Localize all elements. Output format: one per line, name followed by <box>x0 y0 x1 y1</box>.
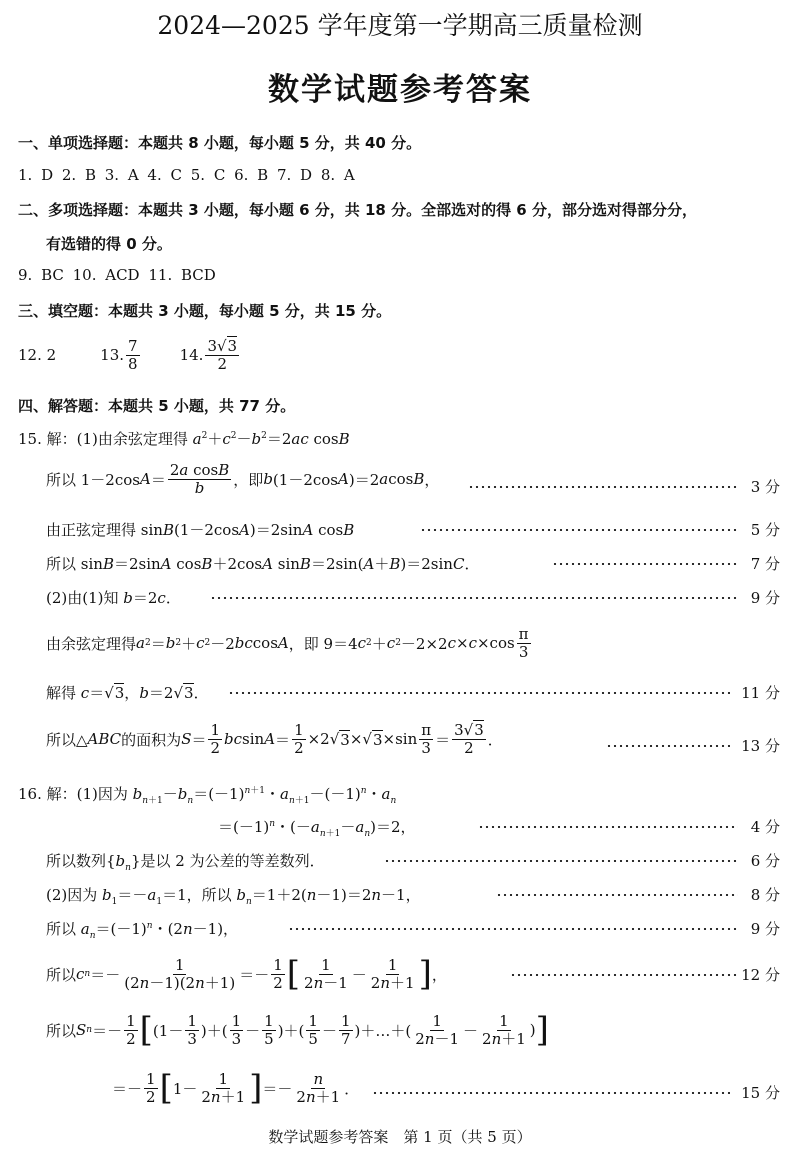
p16-line5: 所以 $a_n=(-1)^n$・(2n－1)， <box>46 920 239 941</box>
score-p16-6: 6 分 <box>750 852 780 870</box>
p16-line6: 所以 c n ＝－ $\frac{1}{(2n-1)(2n+1)}$ ＝－ $\frac{1}{2}$ [ $\frac{1}{2n-1}$ － $\frac{1}{2n+1}$ ] ， <box>46 954 447 994</box>
answer-14-label: 14. <box>179 346 204 364</box>
score-p16-8: 8 分 <box>750 886 780 904</box>
section-3-heading: 三、填空题：本题共 3 小题，每小题 5 分，共 15 分。 <box>18 302 392 320</box>
score-p15-7: 7 分 <box>750 555 780 573</box>
score-p16-15: 15 分 <box>741 1084 780 1102</box>
section-4-heading: 四、解答题：本题共 5 小题，共 77 分。 <box>18 397 296 415</box>
section-1-heading: 一、单项选择题：本题共 8 小题，每小题 5 分，共 40 分。 <box>18 134 422 152</box>
p16-line3: 所以数列$\{b_n\}$是以 2 为公差的等差数列． <box>46 852 325 873</box>
score-p16-12: 12 分 <box>741 966 780 984</box>
answer-14-fraction: $\frac{3√3}{2}$ <box>207 337 238 373</box>
score-p15-9: 9 分 <box>750 589 780 607</box>
p16-line4: (2)因为 $b_1=-a_1=1$，所以 $b_n=1+2(n-1)=2n-1$， <box>46 886 421 907</box>
page-title: 数学试题参考答案 <box>268 72 532 108</box>
score-p16-4: 4 分 <box>750 818 780 836</box>
p15-line1: 15. 解：(1)由余弦定理得 $a^2+c^2-b^2=2ac$ cosB <box>18 430 350 448</box>
p15-line5: (2)由(1)知 b＝2c． <box>46 589 181 607</box>
answer-13-fraction: $\frac{7}{8}$ <box>128 337 138 373</box>
exam-header: 2024—2025 学年度第一学期高三质量检测 <box>157 11 643 40</box>
section-2-answers: 9. BC 10. ACD 11. BCD <box>18 266 216 284</box>
page-footer: 数学试题参考答案 第 1 页（共 5 页） <box>268 1128 532 1146</box>
p16-line2: $=(-1)^n$・$(-a_{n+1}-a_n)=2$， <box>218 818 416 839</box>
score-p15-3: 3 分 <box>750 478 780 496</box>
p16-line7: 所以 S n ＝－ $\frac{1}{2}$ [ (1－ $\frac{1}{3}$ )＋( $\frac{1}{3}$ － $\frac{1}{5}$ )＋( $\frac{1}{5}$ － $\frac{1}{7}$ )＋…＋( $\frac{1}{2n-1}$ － $\frac{1}{2n+1}$ ) ] <box>46 1010 549 1050</box>
section-2-heading: 二、多项选择题：本题共 3 小题，每小题 6 分，共 18 分。全部选对的得 6 分，部分选对得部分分， <box>18 201 697 219</box>
answer-13-label: 13. <box>100 346 125 364</box>
answer-12: 12. 2 <box>18 346 57 364</box>
section-3-answers <box>18 338 241 372</box>
section-2-heading-cont: 有选错的得 0 分。 <box>46 235 172 253</box>
score-p15-5: 5 分 <box>750 521 780 539</box>
score-p15-13: 13 分 <box>741 737 780 755</box>
p15-line3: 由正弦定理得 sinB(1－2cosA)＝2sinA cosB <box>46 521 355 539</box>
section-1-answers: 1. D 2. B 3. A 4. C 5. C 6. B 7. D 8. A <box>18 166 355 184</box>
p15-line6: 由余弦定理得 a 2 ＝ b 2 ＋ c 2 －2 bc cos A ，即 9＝4 c 2 ＋ c 2 －2×2 c × c ×cos $\frac{\pi}{3}$ <box>46 625 529 661</box>
p15-line2: 所以 1－2cos A ＝ $\frac{\text{2a cosB}}{b}$ ，即 b (1－2cos A )＝2 a cos B ， <box>46 461 440 497</box>
p15-line4: 所以 sinB＝2sinA cosB＋2cosA sinB＝2sin(A＋B)＝2sinC． <box>46 555 480 573</box>
score-p16-9: 9 分 <box>750 920 780 938</box>
p16-line8: ＝－ $\frac{1}{2}$ [ 1－ $\frac{1}{2n+1}$ ] ＝－ $\frac{n}{2n+1}$ ． <box>112 1068 360 1108</box>
p15-line7: 解得 c＝√3，b＝2√3． <box>46 684 209 702</box>
p15-line8: 所以△ ABC 的面积为 S ＝ $\frac{1}{2}$ bc sin A ＝ $\frac{1}{2}$ ×2√ 3 ×√ 3 ×sin $\frac{\pi}{3}$ ＝ $\frac{3√3}{2}$ ． <box>46 721 503 757</box>
p16-line1: 16. 解：(1)因为 $b_{n+1}-b_n=(-1)^{n+1}$・$a_{n+1}-(-1)^n$・$a_n$ <box>18 785 397 806</box>
score-p15-11: 11 分 <box>741 684 780 702</box>
